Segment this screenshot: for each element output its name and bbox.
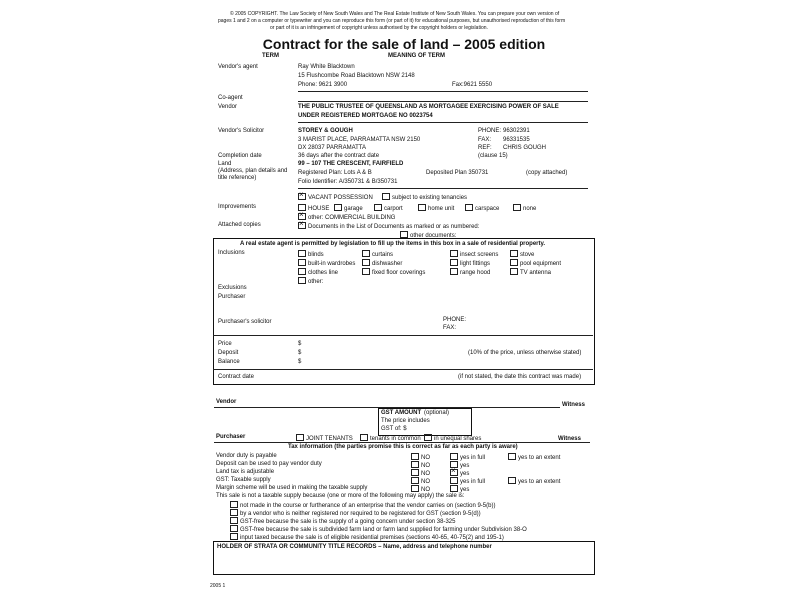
vendor-sign-label: Vendor	[216, 399, 237, 405]
joint-tenants-checkbox[interactable]	[296, 434, 304, 441]
possession-row	[298, 193, 373, 202]
deposit-label: Deposit	[218, 350, 239, 356]
tenancies-row	[382, 193, 467, 202]
tax-row-label: Deposit can be used to pay vendor duty	[216, 461, 322, 467]
inclusion-checkbox[interactable]	[298, 250, 306, 257]
contract-date-note: (if not stated, the date this contract was made)	[458, 374, 582, 380]
attached-docs-row	[298, 222, 479, 231]
co-agent-label: Co-agent	[218, 95, 243, 101]
improvement-checkbox[interactable]	[513, 204, 521, 211]
tax-heading	[288, 444, 518, 451]
attached-docs-checkbox[interactable]	[298, 222, 306, 229]
reason-label: not made in the course or furtherance of an enterprise that the vendor carries on (section 9-5(b))	[240, 503, 496, 509]
deposit-dollar: $	[298, 350, 302, 356]
vendors-agent-address: 15 Flushcombe Road Blacktown NSW 2148	[298, 73, 415, 79]
tax-row-label: Vendor duty is payable	[216, 453, 277, 459]
gst-amount-label: GST AMOUNT	[381, 410, 422, 416]
inclusion-label: dishwasher	[372, 261, 403, 267]
tenants-common-label: tenants in common	[370, 436, 421, 442]
reason-label: GST-free because the sale is subdivided farm land or farm land supplied for farming under Subdivision 38-O	[240, 527, 527, 533]
tax-no-label: NO	[421, 463, 430, 469]
solicitor-ref-label: REF:	[478, 145, 492, 151]
joint-tenants-label: JOINT TENANTS	[306, 436, 353, 442]
solicitor-ref: CHRIS GOUGH	[503, 145, 547, 151]
tax-no-label: NO	[421, 455, 430, 461]
tax-row-label: Margin scheme will be used in making the taxable supply	[216, 485, 368, 491]
vendors-agent-phone: Phone: 9621 3900	[298, 82, 348, 88]
land-sub-2: title reference)	[218, 175, 257, 181]
inclusion-item	[298, 250, 324, 259]
gst-optional-label: (optional)	[424, 410, 450, 416]
gst-line-1: The price includes	[381, 418, 430, 424]
tax-yes-label: yes	[460, 471, 470, 477]
improvement-checkbox[interactable]	[465, 204, 473, 211]
inclusion-checkbox[interactable]	[510, 259, 518, 266]
inclusion-item	[362, 250, 393, 259]
tax-extent-label: yes to an extent	[518, 479, 561, 485]
land-address: 99 – 107 THE CRESCENT, FAIRFIELD	[298, 161, 404, 167]
vendor-line-2: UNDER REGISTERED MORTGAGE NO 0023754	[298, 113, 433, 119]
improvement-label: carspace	[475, 206, 500, 212]
solicitor-name: STOREY & GOUGH	[298, 128, 353, 134]
inclusion-checkbox[interactable]	[450, 268, 458, 275]
tax-yes-checkbox[interactable]	[450, 485, 458, 492]
inclusion-checkbox[interactable]	[298, 277, 306, 284]
other-docs-checkbox[interactable]	[400, 231, 408, 238]
land-sub-1: (Address, plan details and	[218, 168, 288, 174]
improvement-carport	[374, 204, 403, 213]
inclusion-item	[510, 250, 534, 259]
unequal-shares-checkbox[interactable]	[424, 434, 432, 441]
land-attached: (copy attached)	[526, 170, 568, 176]
tax-no-label: NO	[421, 471, 430, 477]
purchaser-phone-label: PHONE:	[443, 317, 467, 323]
inclusion-label: stove	[520, 252, 535, 258]
improvement-label: garage	[344, 206, 363, 212]
inclusion-item	[510, 268, 551, 277]
divider	[213, 335, 593, 336]
vendors-agent-fax: Fax:9621 5550	[452, 82, 493, 88]
term-header: TERM	[262, 53, 279, 59]
attached-docs-label: Documents in the List of Documents as marked or as numbered:	[308, 224, 480, 230]
tax-heading-2: (the parties promise this is correct as far as each party is aware)	[334, 444, 518, 450]
gst-line-2: GST of: $	[381, 426, 407, 432]
inclusion-checkbox[interactable]	[450, 250, 458, 257]
inclusion-item	[362, 268, 425, 277]
inclusion-item	[298, 259, 355, 268]
improvements-label: Improvements	[218, 204, 257, 210]
inclusion-label: blinds	[308, 252, 324, 258]
divider	[298, 101, 588, 102]
divider	[298, 188, 588, 189]
agent-notice: A real estate agent is permitted by legislation to fill up the items in this box in a sale of residential property.	[240, 241, 546, 247]
reason-label: GST-free because the sale is the supply of a going concern under section 38-325	[240, 519, 456, 525]
vendors-agent-name: Ray White Blacktown	[298, 64, 355, 70]
completion-label: Completion date	[218, 153, 262, 159]
tax-extent-label: yes to an extent	[518, 455, 561, 461]
inclusion-label: curtains	[372, 252, 394, 258]
vacant-possession-checkbox[interactable]	[298, 193, 306, 200]
inclusion-label: other:	[308, 279, 324, 285]
divider	[213, 369, 593, 370]
land-folio: Folio Identifier: A/350731 & B/350731	[298, 179, 398, 185]
copyright-line-1: © 2005 COPYRIGHT. The Law Society of New South Wales and The Real Estate Institute of New South Wales. You can prepare your own version of	[230, 11, 560, 17]
improvement-checkbox[interactable]	[374, 204, 382, 211]
footer-code: 2005 1	[210, 583, 226, 589]
reason-checkbox[interactable]	[230, 525, 238, 532]
improvement-label: home unit	[428, 206, 455, 212]
solicitor-address-1: 3 MARIST PLACE, PARRAMATTA NSW 2150	[298, 137, 421, 143]
inclusion-checkbox[interactable]	[510, 268, 518, 275]
inclusion-checkbox[interactable]	[362, 268, 370, 275]
tax-no-checkbox[interactable]	[411, 485, 419, 492]
inclusion-checkbox[interactable]	[510, 250, 518, 257]
land-plan: Registered Plan: Lots A & B	[298, 170, 372, 176]
inclusion-label: range hood	[460, 270, 491, 276]
inclusion-item	[450, 268, 490, 277]
completion-clause: (clause 15)	[478, 153, 508, 159]
inclusion-checkbox[interactable]	[298, 259, 306, 266]
land-label: Land	[218, 161, 232, 167]
inclusion-item	[450, 250, 498, 259]
tax-yes-label: yes	[460, 463, 470, 469]
purchasers-solicitor-label: Purchaser's solicitor	[218, 319, 272, 325]
inclusion-item	[450, 259, 490, 268]
improvement-garage	[334, 204, 363, 213]
tax-no-checkbox[interactable]	[411, 469, 419, 476]
divider	[298, 122, 588, 123]
tax-no-checkbox[interactable]	[411, 461, 419, 468]
improvement-label: carport	[384, 206, 403, 212]
tax-no-checkbox[interactable]	[411, 477, 419, 484]
improvement-checkbox[interactable]	[334, 204, 342, 211]
solicitor-fax-label: FAX:	[478, 137, 492, 143]
inclusion-label: TV antenna	[520, 270, 552, 276]
solicitor-phone-label: PHONE:	[478, 128, 502, 134]
inclusion-label: clothes line	[308, 270, 339, 276]
inclusion-checkbox[interactable]	[362, 250, 370, 257]
balance-label: Balance	[218, 359, 240, 365]
vendor-line-1: THE PUBLIC TRUSTEE OF QUEENSLAND AS MORTGAGEE EXERCISING POWER OF SALE	[298, 104, 559, 110]
inclusion-checkbox[interactable]	[450, 259, 458, 266]
vacant-possession-label: VACANT POSSESSION	[308, 195, 373, 201]
tax-no-label: NO	[421, 479, 430, 485]
reason-label: input taxed because the sale is of eligible residential premises (sections 40-65, 40-75(2) and 195-1)	[240, 535, 504, 541]
solicitor-fax: 96331535	[503, 137, 530, 143]
vendors-agent-label: Vendor's agent	[218, 64, 258, 70]
tax-extent-option	[508, 477, 560, 486]
tax-extent-option	[508, 453, 560, 462]
purchaser-sign-label: Purchaser	[216, 434, 246, 440]
other-docs-label: other documents:	[410, 233, 457, 239]
contract-date-label: Contract date	[218, 374, 255, 380]
tax-extent-checkbox[interactable]	[508, 453, 516, 460]
tax-yes-checkbox[interactable]	[450, 469, 458, 476]
inclusion-label: light fittings	[460, 261, 491, 267]
tenants-common-checkbox[interactable]	[360, 434, 368, 441]
vendor-witness-label: Witness	[562, 402, 585, 408]
inclusion-checkbox[interactable]	[362, 259, 370, 266]
inclusion-label: insect screens	[460, 252, 499, 258]
inclusion-item	[298, 268, 338, 277]
solicitor-address-2: DX 28037 PARRAMATTA	[298, 145, 367, 151]
meaning-header: MEANING OF TERM	[388, 53, 445, 59]
inclusion-item	[298, 277, 323, 286]
reason-checkbox[interactable]	[230, 533, 238, 540]
exclusions-label: Exclusions	[218, 285, 247, 291]
purchaser-label: Purchaser	[218, 294, 246, 300]
improvement-home-unit	[418, 204, 454, 213]
tax-yes-label: yes in full	[460, 479, 486, 485]
reason-checkbox[interactable]	[230, 509, 238, 516]
balance-dollar: $	[298, 359, 302, 365]
copyright-line-3: or part of it is an infringement of copyright unless authorised by the copyright holders or legislation.	[270, 25, 488, 31]
purchaser-witness-label: Witness	[558, 436, 581, 442]
not-taxable-intro: This sale is not a taxable supply because (one or more of the following may apply) the sale is:	[216, 493, 465, 499]
tax-yes-checkbox[interactable]	[450, 453, 458, 460]
tax-heading-1: Tax information	[288, 444, 333, 450]
completion-value: 36 days after the contract date	[298, 153, 380, 159]
improvement-label: none	[523, 206, 537, 212]
strata-label: HOLDER OF STRATA OR COMMUNITY TITLE RECORDS – Name, address and telephone number	[217, 544, 492, 550]
deposit-note: (10% of the price, unless otherwise stated)	[468, 350, 582, 356]
tax-extent-checkbox[interactable]	[508, 477, 516, 484]
improvement-other	[298, 213, 395, 222]
solicitor-label: Vendor's Solicitor	[218, 128, 265, 134]
tax-row-label: GST: Taxable supply	[216, 477, 271, 483]
contract-page	[210, 8, 598, 593]
inclusion-item	[362, 259, 402, 268]
inclusion-checkbox[interactable]	[298, 268, 306, 275]
tax-no-label: NO	[421, 487, 430, 493]
improvement-label: HOUSE	[308, 206, 330, 212]
improvement-other-label: other: COMMERCIAL BUILDING	[308, 215, 396, 221]
tax-yes-checkbox[interactable]	[450, 477, 458, 484]
attached-copies-label: Attached copies	[218, 222, 261, 228]
tax-yes-label: yes in full	[460, 455, 486, 461]
price-label: Price	[218, 341, 232, 347]
improvement-carspace	[465, 204, 499, 213]
copyright-line-2: pages 1 and 2 on a computer or typewriter and you can reproduce this form (or part of it) for educational purposes, but unauthorised reproduction of this form	[218, 18, 566, 24]
inclusion-label: built-in wardrobes	[308, 261, 356, 267]
solicitor-phone: 96302391	[503, 128, 530, 134]
reason-checkbox[interactable]	[230, 501, 238, 508]
improvement-checkbox[interactable]	[418, 204, 426, 211]
reason-label: by a vendor who is neither registered nor required to be registered for GST (section 9-5(d))	[240, 511, 481, 517]
purchaser-fax-label: FAX:	[443, 325, 457, 331]
purchaser-sign-line	[214, 442, 590, 443]
tax-row-label: Land tax is adjustable	[216, 469, 275, 475]
divider	[298, 91, 588, 92]
land-deposited: Deposited Plan 350731	[426, 170, 489, 176]
unequal-shares-label: in unequal shares	[434, 436, 482, 442]
reason-checkbox[interactable]	[230, 517, 238, 524]
improvement-none	[513, 204, 536, 213]
tenancies-checkbox[interactable]	[382, 193, 390, 200]
inclusion-item	[510, 259, 561, 268]
inclusion-label: pool equipment	[520, 261, 562, 267]
tenancies-label: subject to existing tenancies	[392, 195, 468, 201]
inclusion-label: fixed floor coverings	[372, 270, 426, 276]
inclusions-label: Inclusions	[218, 250, 245, 256]
vendor-label: Vendor	[218, 104, 238, 110]
document-title: Contract for the sale of land – 2005 edition	[262, 36, 546, 52]
tax-no-checkbox[interactable]	[411, 453, 419, 460]
tax-yes-label: yes	[460, 487, 470, 493]
price-dollar: $	[298, 341, 302, 347]
